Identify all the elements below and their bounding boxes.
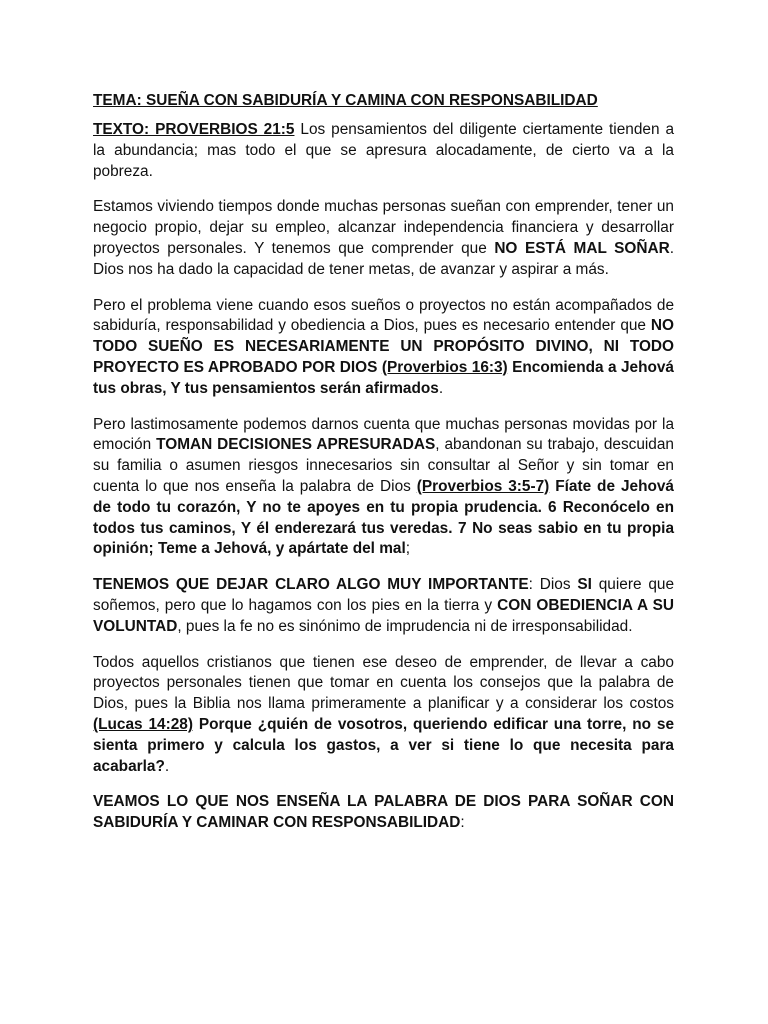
paragraph-text: Todos aquellos cristianos que tienen ese deseo de emprender, de llevar a cabo proyectos personales tienen que tomar en cuenta los consejos que la palabra de Dios, pues la Biblia nos llama primeramente a planificar y a considerar los costos	[93, 653, 674, 713]
paragraph-important	[93, 575, 674, 637]
texto-verse: Los pensamientos del diligente ciertamente tienden a la abundancia; mas todo el que se apresura alocadamente, de cierto va a la pobreza.	[93, 121, 675, 180]
paragraph-text: quiere que soñemos, pero que lo hagamos con los pies en la tierra y	[93, 576, 674, 614]
paragraph-closing	[93, 792, 674, 834]
paragraph-planning	[93, 653, 674, 778]
paragraph-text: , abandonan su trabajo, descuidan su familia o asumen riesgos innecesarios sin consultar al Señor y sin tomar en cuenta lo que nos enseña la palabra de Dios	[93, 436, 674, 495]
paragraph-text: Pero lastimosamente podemos darnos cuenta que muchas personas movidas por la emoción	[93, 415, 674, 454]
emphasis-text: CON OBEDIENCIA A SU VOLUNTAD	[93, 596, 674, 635]
scripture-reference: (Proverbios 3:5-7)	[416, 477, 550, 495]
emphasis-text: NO ESTÁ MAL SOÑAR	[494, 239, 670, 257]
emphasis-text: TOMAN DECISIONES APRESURADAS	[156, 436, 436, 454]
paragraph-text: : Dios	[528, 576, 578, 594]
scripture-reference: (Proverbios 16:3)	[381, 358, 508, 376]
emphasis-text: SI	[577, 576, 592, 594]
emphasis-text: VEAMOS LO QUE NOS ENSEÑA LA PALABRA DE DIOS PARA SOÑAR CON SABIDURÍA Y CAMINAR CON RESPONSABILIDAD	[93, 793, 674, 832]
document-title: TEMA: SUEÑA CON SABIDURÍA Y CAMINA CON RESPONSABILIDAD	[93, 92, 598, 109]
scripture-quote: Encomienda a Jehová tus obras, Y tus pensamientos serán afirmados	[93, 358, 674, 397]
paragraph-hasty-decisions	[93, 415, 674, 561]
paragraph-text: .	[164, 757, 170, 775]
paragraph-text: .	[438, 379, 444, 397]
paragraph-problem	[93, 296, 674, 400]
paragraph-text: . Dios nos ha dado la capacidad de tener metas, de avanzar y aspirar a más.	[93, 239, 674, 278]
paragraph-text: , pues la fe no es sinónimo de imprudencia ni de irresponsabilidad.	[177, 617, 633, 635]
paragraph-texto	[93, 120, 674, 182]
emphasis-text: TENEMOS QUE DEJAR CLARO ALGO MUY IMPORTANTE	[93, 576, 529, 594]
scripture-reference: (Lucas 14:28)	[93, 715, 193, 733]
paragraph-text: ;	[405, 540, 411, 558]
paragraph-text: :	[460, 814, 465, 832]
paragraph-text: Estamos viviendo tiempos donde muchas personas sueñan con emprender, tener un negocio propio, dejar su empleo, alcanzar independencia financiera y desarrollar proyectos personales. Y tenemos que comprender que	[93, 198, 674, 257]
scripture-quote: Fíate de Jehová de todo tu corazón, Y no te apoyes en tu propia prudencia. 6 Reconócelo en todos tus caminos, Y él enderezará tus veredas. 7 No seas sabio en tu propia opinión; Teme a Jehová, y apártate del mal	[93, 477, 674, 558]
paragraph-text: Pero el problema viene cuando esos sueños o proyectos no están acompañados de sabiduría, responsabilidad y obediencia a Dios, pues es necesario entender que	[93, 296, 674, 335]
texto-label: TEXTO: PROVERBIOS 21:5	[93, 121, 295, 138]
emphasis-text: NO TODO SUEÑO ES NECESARIAMENTE UN PROPÓSITO DIVINO, NI TODO PROYECTO ES APROBADO POR DIOS	[93, 317, 674, 376]
paragraph-intro	[93, 197, 674, 280]
scripture-quote: Porque ¿quién de vosotros, queriendo edificar una torre, no se sienta primero y calcula los gastos, a ver si tiene lo que necesita para acabarla?	[93, 715, 675, 775]
